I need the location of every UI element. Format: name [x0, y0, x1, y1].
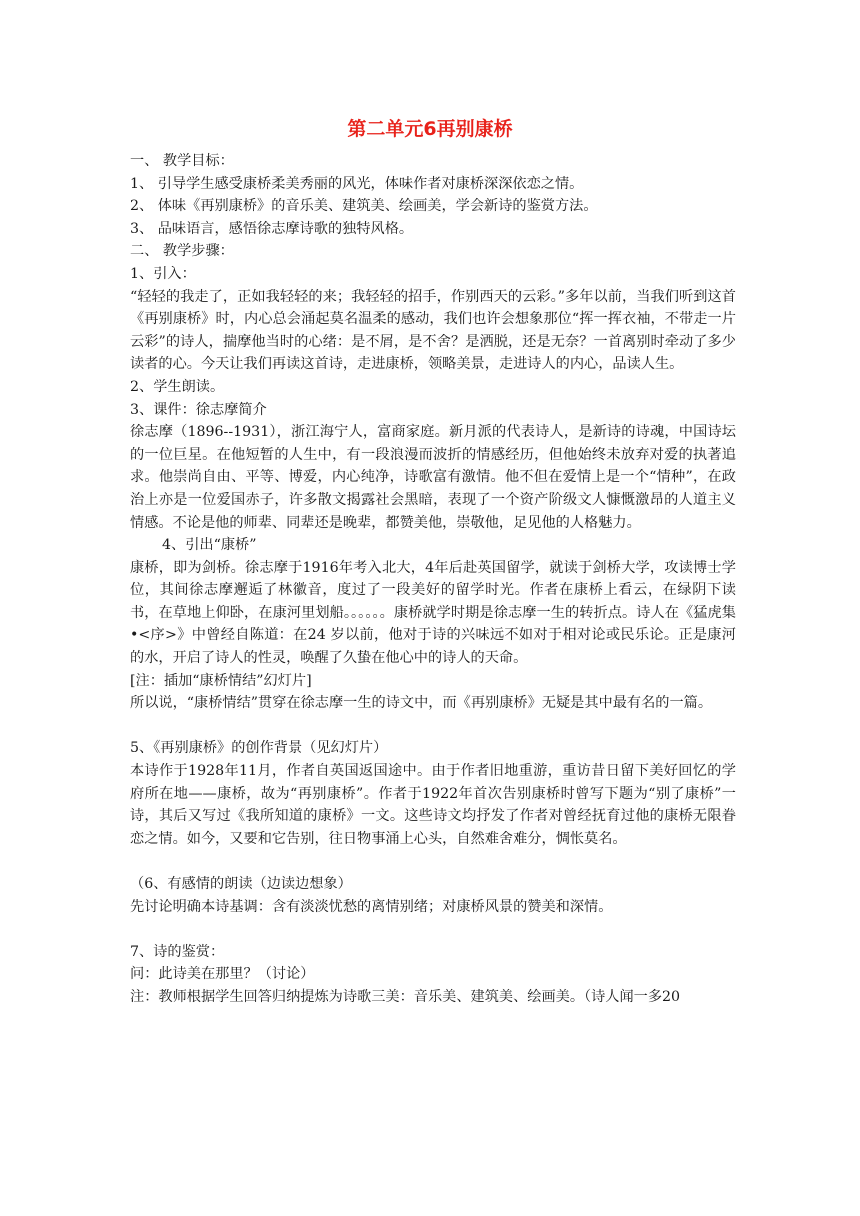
blank-line [130, 918, 736, 941]
step-heading: 5、《再别康桥》的创作背景（见幻灯片） [130, 740, 388, 757]
objectives-heading: 一、 教学目标： [130, 153, 234, 169]
tone-paragraph: 先讨论明确本诗基调：含有淡淡忧愁的离情别绪；对康桥风景的赞美和深情。 [130, 898, 613, 915]
step-heading: 7、诗的鉴赏： [130, 943, 225, 960]
step-heading: 3、课件：徐志摩简介 [130, 401, 267, 418]
objective-item: 3、 品味语言，感悟徐志摩诗歌的独特风格。 [130, 220, 414, 237]
page-title: 第二单元6再别康桥 [347, 118, 513, 140]
steps-heading: 二、 教学步骤： [130, 243, 234, 260]
step-heading: （6、有感情的朗读（边读边想象） [130, 876, 352, 892]
step-heading: 4、引出“康桥” [162, 537, 257, 554]
bio-paragraph: 徐志摩（1896--1931），浙江海宁人，富商家庭。新月派的代表诗人，是新诗的诗魂，中国诗坛的一位巨星。在他短暂的人生中，有一段浪漫而波折的情感经历，但他始终未放弃对爱的执著追求。他崇尚自由、平等、博爱，内心纯净，诗歌富有激情。他不但在爱情上是一个“情种”，在政治上亦是一位爱国赤子，许多散文揭露社会黑暗，表现了一个资产阶级文人慷慨激昂的人道主义情感。不论是他的师辈、同辈还是晚辈，都赞美他，崇敬他，足见他的人格魅力。 [130, 424, 736, 531]
blank-line [130, 715, 736, 738]
cambridge-paragraph: 康桥，即为剑桥。徐志摩于1916年考入北大，4年后赴英国留学，就读于剑桥大学，攻读博士学位，其间徐志摩邂逅了林徽音，度过了一段美好的留学时光。作者在康桥上看云，在绿阴下读书，在草地上仰卧，在康河里划船。。。。。。康桥就学时期是徐志摩一生的转折点。诗人在《猛虎集•<序>》中曾经自陈道：在24 岁以前，他对于诗的兴味远不如对于相对论或民乐论。正是康河的水，开启了诗人的性灵，唤醒了久蛰在他心中的诗人的天命。 [130, 559, 736, 667]
document-body [130, 150, 736, 1009]
step-heading: 2、学生朗读。 [130, 378, 225, 395]
objective-item: 2、 体味《再别康桥》的音乐美、建筑美、绘画美，学会新诗的鉴赏方法。 [130, 198, 598, 215]
conclusion-paragraph: 所以说，“康桥情结”贯穿在徐志摩一生的诗文中，而《再别康桥》无疑是其中最有名的一篇。 [130, 695, 713, 712]
background-paragraph: 本诗作于1928年11月，作者自英国返国途中。由于作者旧地重游，重访昔日留下美好回忆的学府所在地——康桥，故为“再别康桥”。作者于1922年首次告别康桥时曾写下题为“别了康桥”一诗，其后又写过《我所知道的康桥》一文。这些诗文均抒发了作者对曾经抚育过他的康桥无限眷恋之情。如今，又要和它告别，往日物事涌上心头，自然难舍难分，惆怅莫名。 [130, 763, 736, 847]
teacher-note: 注：教师根据学生回答归纳提炼为诗歌三美：音乐美、建筑美、绘画美。（诗人闻一多20 [130, 988, 681, 1005]
step-heading: 1、引入： [130, 265, 196, 282]
slide-note: [注：插加“康桥情结”幻灯片] [130, 672, 312, 689]
objective-item: 1、 引导学生感受康桥柔美秀丽的风光，体味作者对康桥深深依恋之情。 [130, 175, 584, 192]
question-line: 问：此诗美在那里？（讨论） [130, 966, 315, 983]
blank-line [130, 850, 736, 873]
intro-paragraph: “轻轻的我走了，正如我轻轻的来；我轻轻的招手，作别西天的云彩。”多年以前，当我们听到这首《再别康桥》时，内心总会涌起莫名温柔的感动，我们也许会想象那位“挥一挥衣袖，不带走一片云彩”的诗人，揣摩他当时的心绪：是不屑，是不舍？是洒脱，还是无奈？一首离别时牵动了多少读者的心。今天让我们再读这首诗，走进康桥，领略美景，走进诗人的内心，品读人生。 [130, 288, 736, 373]
